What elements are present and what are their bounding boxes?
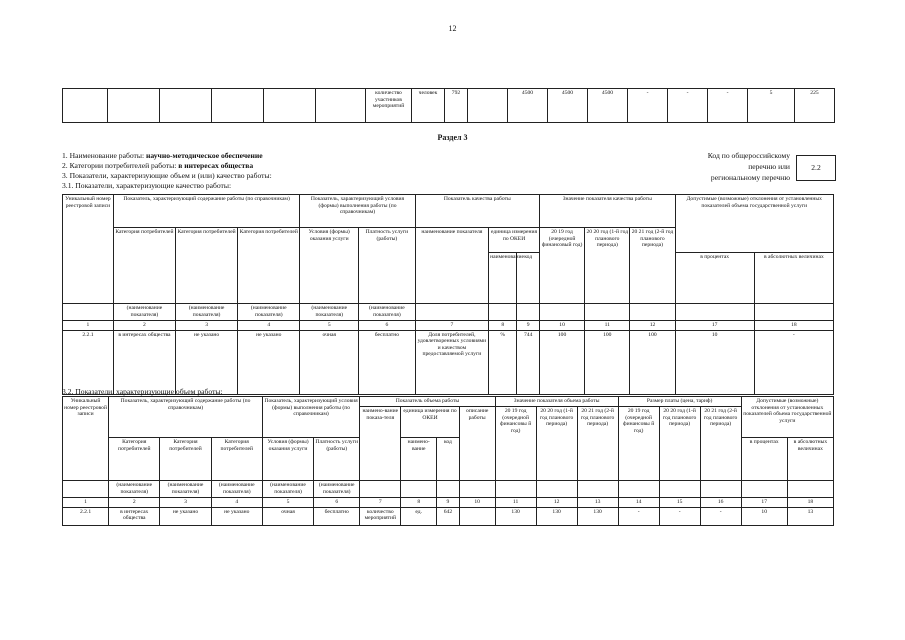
table-cell: не указано bbox=[211, 507, 262, 525]
table-cell: 10 bbox=[675, 330, 754, 394]
table-cell: бесплатно bbox=[314, 507, 360, 525]
column-number: 17 bbox=[741, 498, 787, 508]
header-unit-code: код bbox=[517, 253, 540, 304]
header-conditions: Показатель, характеризующий условия (формы) выполнения работы (по справочникам) bbox=[262, 397, 359, 438]
header-allowed-deviation: Допустимые (возможные) отклонения от установленных показателей объема государственной услуги bbox=[741, 397, 833, 438]
work-name-label: 1. Наименование работы: bbox=[62, 151, 146, 160]
header-unit-name: наимено-вание bbox=[401, 438, 437, 481]
header-blank bbox=[401, 481, 437, 498]
header-name-disp: (наименование показателя) bbox=[113, 304, 175, 321]
column-number: 16 bbox=[700, 498, 741, 508]
column-number: 12 bbox=[536, 498, 577, 508]
header-year2: 20 20 год (1-й год планового периода) bbox=[536, 407, 577, 481]
code-label-1: Код по общероссийскому bbox=[707, 151, 790, 160]
header-percent: в процентах bbox=[741, 438, 787, 481]
column-number: 18 bbox=[754, 321, 833, 331]
header-blank bbox=[536, 481, 577, 498]
quality-table bbox=[62, 194, 834, 395]
table-cell: 5 bbox=[748, 89, 795, 123]
header-absolute: в абсолютных величинах bbox=[754, 253, 833, 304]
table-number-row bbox=[63, 498, 834, 508]
header-name-disp: (наименование показателя) bbox=[211, 481, 262, 498]
header-cat3: Категория потребителей bbox=[238, 228, 300, 304]
volume-subtitle: 3.2. Показатели, характеризующие объем работы: bbox=[62, 387, 223, 396]
header-name-disp: (наименование показателя) bbox=[160, 481, 211, 498]
header-blank bbox=[63, 481, 109, 498]
table-cell: количество участников мероприятий bbox=[366, 89, 412, 123]
header-content: Показатель, характеризующий содержание работы (по справочникам) bbox=[109, 397, 263, 438]
header-volume-indicator: Показатель объема работы bbox=[360, 397, 495, 407]
table-cell: не указано bbox=[176, 330, 238, 394]
header-name-disp: (наименование показателя) bbox=[238, 304, 300, 321]
code-label-3: региональному перечню bbox=[710, 173, 790, 182]
header-cat1: Категория потребителей bbox=[109, 438, 160, 481]
column-number: 9 bbox=[517, 321, 540, 331]
consumers-value: в интересах общества bbox=[178, 161, 254, 170]
column-number: 15 bbox=[659, 498, 700, 508]
registry-code-box: 2.2 bbox=[796, 155, 836, 181]
header-volume-value: Значение показателя объема работы bbox=[495, 397, 618, 407]
header-allowed-deviation: Допустимые (возможные) отклонения от установленных показателей объема государственной услуги bbox=[675, 195, 833, 253]
table-cell: 4500 bbox=[548, 89, 588, 123]
header-blank bbox=[741, 481, 787, 498]
header-price-year1: 20 19 год (очередной финансовы й год) bbox=[618, 407, 659, 481]
table-cell bbox=[160, 89, 212, 123]
column-number: 2 bbox=[113, 321, 175, 331]
header-blank bbox=[577, 481, 618, 498]
header-price: Размер платы (цена, тариф) bbox=[618, 397, 741, 407]
table-header-row bbox=[63, 397, 834, 407]
table-cell bbox=[459, 507, 495, 525]
column-number: 17 bbox=[675, 321, 754, 331]
column-number: 5 bbox=[300, 321, 359, 331]
table-cell: бесплатно bbox=[359, 330, 416, 394]
header-blank bbox=[675, 304, 754, 321]
work-name-value: научно-методическое обеспечение bbox=[145, 151, 263, 160]
table-cell: не указано bbox=[238, 330, 300, 394]
table-cell: - bbox=[668, 89, 708, 123]
header-blank bbox=[360, 481, 401, 498]
column-number: 13 bbox=[577, 498, 618, 508]
quality-subtitle: 3.1. Показатели, характеризующие качество работы: bbox=[62, 181, 232, 190]
column-number: 1 bbox=[63, 498, 109, 508]
column-number: 12 bbox=[630, 321, 675, 331]
table-cell: - bbox=[700, 507, 741, 525]
column-number: 11 bbox=[495, 498, 536, 508]
table-cell bbox=[316, 89, 366, 123]
top-table-continuation bbox=[62, 88, 835, 123]
table-cell: % bbox=[489, 330, 517, 394]
table-cell: 642 bbox=[437, 507, 460, 525]
table-cell: 100 bbox=[630, 330, 675, 394]
header-unit-code: код bbox=[437, 438, 460, 481]
column-number: 9 bbox=[437, 498, 460, 508]
header-cat3: Категория потребителей bbox=[211, 438, 262, 481]
table-row bbox=[63, 89, 835, 123]
table-cell: 100 bbox=[539, 330, 584, 394]
table-cell: в интересах общества bbox=[109, 507, 160, 525]
header-content: Показатель, характеризующий содержание работы (по справочникам) bbox=[113, 195, 300, 228]
column-number: 6 bbox=[359, 321, 416, 331]
table-cell: 4500 bbox=[588, 89, 628, 123]
header-blank bbox=[539, 304, 584, 321]
header-unit: единица измерения по ОКЕИ bbox=[489, 228, 540, 253]
column-number: 10 bbox=[459, 498, 495, 508]
column-number: 6 bbox=[314, 498, 360, 508]
column-number: 8 bbox=[401, 498, 437, 508]
header-blank bbox=[489, 304, 517, 321]
header-blank bbox=[63, 304, 114, 321]
column-number: 3 bbox=[160, 498, 211, 508]
table-cell: очная bbox=[300, 330, 359, 394]
header-blank bbox=[459, 481, 495, 498]
table-header-row bbox=[63, 481, 834, 498]
table-row bbox=[63, 507, 834, 525]
header-cat1: Категория потребителей bbox=[113, 228, 175, 304]
header-blank bbox=[659, 481, 700, 498]
volume-table bbox=[62, 396, 834, 526]
column-number: 7 bbox=[415, 321, 488, 331]
header-year1: 20 19 год (очередной финансовый год) bbox=[539, 228, 584, 304]
table-cell: человек bbox=[412, 89, 445, 123]
header-cond: Условия (формы) оказания услуги bbox=[262, 438, 313, 481]
page-number: 12 bbox=[448, 24, 457, 33]
table-cell: 2.2.1 bbox=[63, 330, 114, 394]
table-cell: очная bbox=[262, 507, 313, 525]
header-unique-number: Уникальный номер реестровой записи bbox=[63, 195, 114, 304]
column-number: 14 bbox=[618, 498, 659, 508]
header-absolute: в абсолютных величинах bbox=[787, 438, 833, 481]
table-cell: в интересах общества bbox=[113, 330, 175, 394]
column-number: 4 bbox=[238, 321, 300, 331]
table-cell: 130 bbox=[577, 507, 618, 525]
table-row bbox=[63, 330, 834, 394]
header-quality-indicator: Показатель качества работы bbox=[415, 195, 539, 228]
header-name-disp: (наименование показателя) bbox=[109, 481, 160, 498]
table-cell: - bbox=[618, 507, 659, 525]
column-number: 2 bbox=[109, 498, 160, 508]
header-blank bbox=[618, 481, 659, 498]
table-cell bbox=[468, 89, 508, 123]
header-blank bbox=[630, 304, 675, 321]
header-indicator-name: наименование показателя bbox=[415, 228, 488, 304]
header-cond: Условия (формы) оказания услуги bbox=[300, 228, 359, 304]
column-number: 11 bbox=[585, 321, 630, 331]
header-cat2: Категория потребителей bbox=[176, 228, 238, 304]
consumers-label: 2. Категории потребителей работы: bbox=[62, 161, 179, 170]
column-number: 4 bbox=[211, 498, 262, 508]
header-name-disp: (наименование показателя) bbox=[314, 481, 360, 498]
header-year3: 20 21 год (2-й год планового периода) bbox=[630, 228, 675, 304]
indicators-line: 3. Показатели, характеризующие объем и (или) качество работы: bbox=[62, 171, 272, 180]
header-blank bbox=[585, 304, 630, 321]
header-unique-number: Уникальный номер реестровой записи bbox=[63, 397, 109, 481]
column-number: 3 bbox=[176, 321, 238, 331]
table-cell bbox=[264, 89, 316, 123]
header-blank bbox=[495, 481, 536, 498]
table-cell: 13 bbox=[787, 507, 833, 525]
column-number: 7 bbox=[360, 498, 401, 508]
column-number: 18 bbox=[787, 498, 833, 508]
column-number: 1 bbox=[63, 321, 114, 331]
header-blank bbox=[517, 304, 540, 321]
table-cell bbox=[63, 89, 108, 123]
header-name-disp: (наименование показателя) bbox=[359, 304, 416, 321]
table-cell: ед. bbox=[401, 507, 437, 525]
header-pay: Платность услуги (работы) bbox=[314, 438, 360, 481]
header-name-disp: (наименование показателя) bbox=[300, 304, 359, 321]
header-price-year3: 20 21 год (2-й год планового периода) bbox=[700, 407, 741, 481]
table-cell: - bbox=[708, 89, 748, 123]
table-header-row bbox=[63, 304, 834, 321]
header-blank bbox=[700, 481, 741, 498]
header-year2: 20 20 год (1-й год планового периода) bbox=[585, 228, 630, 304]
table-cell: 130 bbox=[536, 507, 577, 525]
table-cell: - bbox=[628, 89, 668, 123]
code-label-2: перечню или bbox=[748, 162, 790, 171]
header-unit-name: наименование bbox=[489, 253, 517, 304]
table-header-row bbox=[63, 195, 834, 228]
header-quality-value: Значение показателя качества работы bbox=[539, 195, 675, 228]
header-percent: в процентах bbox=[675, 253, 754, 304]
header-indicator-name: наимено-вание показа-теля bbox=[360, 407, 401, 481]
section-title: Раздел 3 bbox=[437, 133, 468, 142]
table-cell: 130 bbox=[495, 507, 536, 525]
table-cell: - bbox=[659, 507, 700, 525]
table-cell: Доля потребителей, удовлетворенных условиями и качеством предоставляемой услуги bbox=[415, 330, 488, 394]
header-conditions: Показатель, характеризующий условия (формы) выполнения работы (по справочникам) bbox=[300, 195, 415, 228]
table-cell: 744 bbox=[517, 330, 540, 394]
column-number: 10 bbox=[539, 321, 584, 331]
header-work-desc: описание работы bbox=[459, 407, 495, 481]
header-blank bbox=[787, 481, 833, 498]
header-year3: 20 21 год (2-й год планового периода) bbox=[577, 407, 618, 481]
table-cell bbox=[108, 89, 160, 123]
table-cell: 100 bbox=[585, 330, 630, 394]
header-unit: единица измерения по ОКЕИ bbox=[401, 407, 459, 438]
header-price-year2: 20 20 год (1-й год планового периода) bbox=[659, 407, 700, 481]
table-cell: - bbox=[754, 330, 833, 394]
table-cell: 225 bbox=[795, 89, 835, 123]
table-cell: не указано bbox=[160, 507, 211, 525]
consumers-line bbox=[62, 161, 253, 170]
table-cell: количество мероприятий bbox=[360, 507, 401, 525]
table-cell: 4500 bbox=[508, 89, 548, 123]
table-cell: 10 bbox=[741, 507, 787, 525]
table-number-row bbox=[63, 321, 834, 331]
table-cell bbox=[212, 89, 264, 123]
header-blank bbox=[754, 304, 833, 321]
header-year1: 20 19 год (очередной финансовы й год) bbox=[495, 407, 536, 481]
header-pay: Платность услуги (работы) bbox=[359, 228, 416, 304]
column-number: 8 bbox=[489, 321, 517, 331]
table-cell: 2.2.1 bbox=[63, 507, 109, 525]
header-blank bbox=[415, 304, 488, 321]
column-number: 5 bbox=[262, 498, 313, 508]
header-blank bbox=[437, 481, 460, 498]
table-cell: 792 bbox=[445, 89, 468, 123]
work-name-line bbox=[62, 151, 263, 160]
header-name-disp: (наименование показателя) bbox=[176, 304, 238, 321]
header-name-disp: (наименование показателя) bbox=[262, 481, 313, 498]
header-cat2: Категория потребителей bbox=[160, 438, 211, 481]
